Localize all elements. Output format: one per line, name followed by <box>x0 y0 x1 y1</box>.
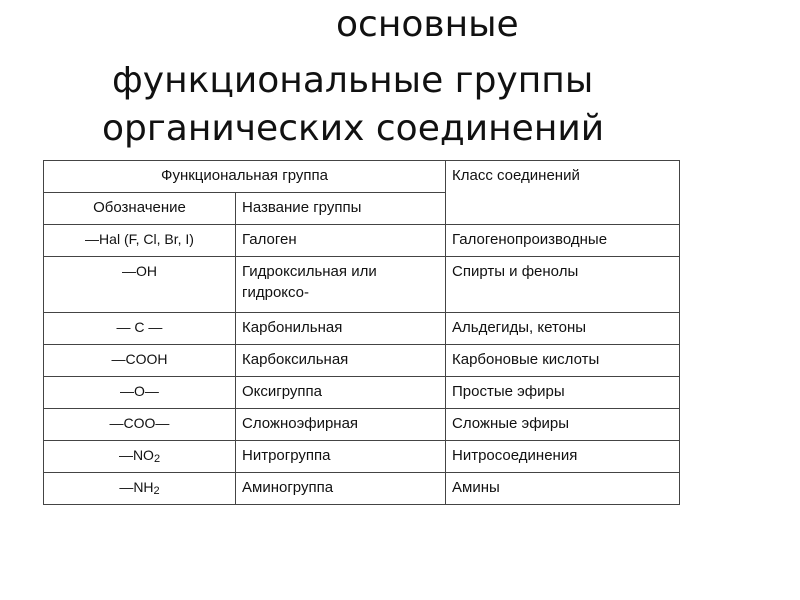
cell-compound-class: Простые эфиры <box>446 377 680 409</box>
table-header-row <box>44 161 680 193</box>
symbol-text: —O— <box>120 383 159 399</box>
symbol-text: — C — <box>116 319 163 335</box>
cell-compound-class: Галогенопроизводные <box>446 225 680 257</box>
cell-compound-class: Амины <box>446 473 680 505</box>
table-row <box>44 313 680 345</box>
table-row <box>44 225 680 257</box>
table-row <box>44 257 680 313</box>
cell-group-name: Сложноэфирная <box>236 409 446 441</box>
cell-compound-class: Карбоновые кислоты <box>446 345 680 377</box>
symbol-text: —NO <box>118 447 154 463</box>
symbol-text: —COOH <box>111 351 168 367</box>
functional-groups-table <box>43 160 680 505</box>
table-row <box>44 345 680 377</box>
cell-symbol <box>44 225 236 257</box>
cell-symbol <box>44 409 236 441</box>
cell-symbol <box>44 345 236 377</box>
cell-symbol <box>44 441 236 473</box>
title-line-3: органических соединений <box>102 108 605 149</box>
symbol-subscript: 2 <box>153 485 160 497</box>
cell-group-name: Аминогруппа <box>236 473 446 505</box>
table-row <box>44 409 680 441</box>
symbol-text: —COO— <box>109 415 170 431</box>
title-line-1: основные <box>336 4 519 45</box>
cell-group-name: Оксигруппа <box>236 377 446 409</box>
symbol-subscript: 2 <box>153 453 161 465</box>
cell-symbol <box>44 473 236 505</box>
symbol-text: —NH <box>119 479 154 495</box>
header-compound-class: Класс соединений <box>446 161 680 225</box>
cell-symbol <box>44 313 236 345</box>
table-row <box>44 441 680 473</box>
cell-group-name: Гидроксильная или гидроксо- <box>236 257 446 313</box>
cell-compound-class: Сложные эфиры <box>446 409 680 441</box>
table-row <box>44 377 680 409</box>
cell-compound-class: Нитросоединения <box>446 441 680 473</box>
title-line-2: функциональные группы <box>112 60 594 101</box>
cell-symbol <box>44 257 236 313</box>
cell-group-name: Карбонильная <box>236 313 446 345</box>
cell-compound-class: Спирты и фенолы <box>446 257 680 313</box>
cell-compound-class: Альдегиды, кетоны <box>446 313 680 345</box>
header-functional-group: Функциональная группа <box>44 161 446 193</box>
header-group-name: Название группы <box>236 193 446 225</box>
cell-group-name: Нитрогруппа <box>236 441 446 473</box>
table-row <box>44 473 680 505</box>
cell-group-name: Галоген <box>236 225 446 257</box>
cell-symbol <box>44 377 236 409</box>
symbol-text: —Hal (F, Cl, Br, I) <box>85 231 194 247</box>
cell-group-name: Карбоксильная <box>236 345 446 377</box>
header-designation: Обозначение <box>44 193 236 225</box>
symbol-text: —OH <box>122 263 157 279</box>
